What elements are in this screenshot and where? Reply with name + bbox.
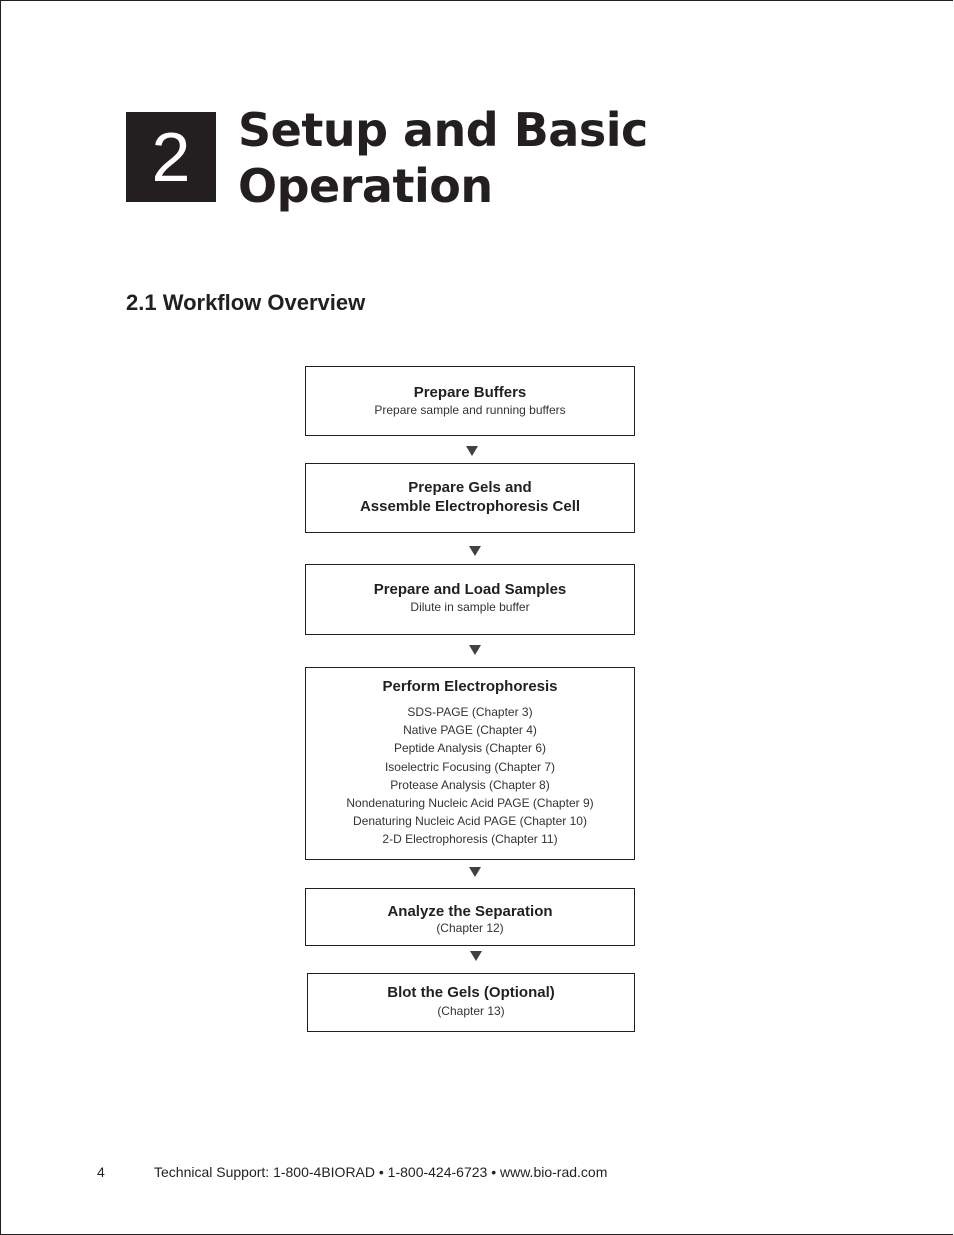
workflow-step-title: Prepare Buffers xyxy=(413,384,527,401)
page-number: 4 xyxy=(97,1164,105,1180)
workflow-step-title-line-1: Prepare Gels and xyxy=(408,479,532,496)
electrophoresis-methods-list xyxy=(306,703,634,849)
workflow-step-title: Blot the Gels (Optional) xyxy=(387,984,555,1001)
list-item: 2-D Electrophoresis (Chapter 11) xyxy=(382,832,558,847)
chapter-title xyxy=(238,102,718,214)
list-item: Denaturing Nucleic Acid PAGE (Chapter 10) xyxy=(353,814,587,829)
workflow-step-title: Perform Electrophoresis xyxy=(382,678,558,695)
workflow-step-subtitle: (Chapter 12) xyxy=(436,921,504,935)
section-heading: 2.1 Workflow Overview xyxy=(126,290,366,315)
down-arrow-icon xyxy=(469,546,481,556)
chapter-number-badge: 2 xyxy=(126,112,216,202)
list-item: Native PAGE (Chapter 4) xyxy=(403,723,537,738)
workflow-step-prepare-load-samples xyxy=(305,564,635,635)
list-item: Peptide Analysis (Chapter 6) xyxy=(393,741,547,756)
workflow-step-blot-gels xyxy=(307,973,635,1032)
chapter-title-line-2: Operation xyxy=(238,159,493,213)
workflow-step-subtitle: Dilute in sample buffer xyxy=(410,600,530,614)
workflow-step-prepare-gels xyxy=(305,463,635,533)
list-item: Nondenaturing Nucleic Acid PAGE (Chapter 9) xyxy=(346,796,594,811)
list-item: Protease Analysis (Chapter 8) xyxy=(390,777,550,792)
workflow-step-title-line-2: Assemble Electrophoresis Cell xyxy=(359,498,581,515)
down-arrow-icon xyxy=(469,645,481,655)
workflow-step-subtitle: Prepare sample and running buffers xyxy=(374,403,566,417)
workflow-step-prepare-buffers xyxy=(305,366,635,436)
down-arrow-icon xyxy=(470,951,482,961)
workflow-step-subtitle: (Chapter 13) xyxy=(437,1004,505,1018)
down-arrow-icon xyxy=(469,867,481,877)
workflow-step-title: Prepare and Load Samples xyxy=(373,581,567,598)
workflow-step-perform-electrophoresis xyxy=(305,667,635,860)
chapter-title-line-1: Setup and Basic xyxy=(238,103,648,157)
workflow-step-analyze-separation xyxy=(305,888,635,946)
list-item: Isoelectric Focusing (Chapter 7) xyxy=(384,759,556,774)
down-arrow-icon xyxy=(466,446,478,456)
list-item: SDS-PAGE (Chapter 3) xyxy=(407,705,533,719)
footer-support-text: Technical Support: 1-800-4BIORAD • 1-800-424-6723 • www.bio-rad.com xyxy=(154,1164,608,1180)
workflow-step-title: Analyze the Separation xyxy=(387,903,553,920)
